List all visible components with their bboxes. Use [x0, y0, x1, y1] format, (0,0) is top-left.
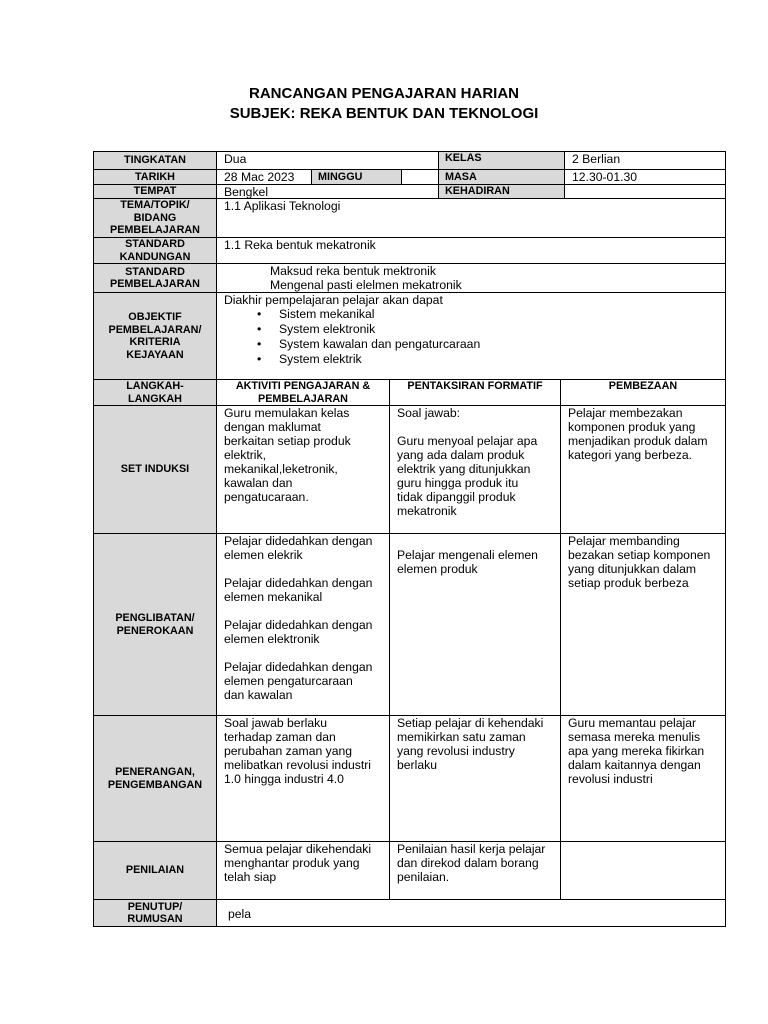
text-line: pengatucaraan.	[224, 490, 309, 504]
row-tempat	[94, 184, 725, 198]
text-line: guru hingga produk itu	[397, 476, 519, 490]
penutup-value: pela	[216, 900, 725, 926]
pembezaan-header: PEMBEZAAN	[560, 380, 725, 405]
text-line: bezakan setiap komponen	[568, 548, 711, 562]
set-induksi-pembezaan	[560, 406, 725, 533]
pentaksiran-header: PENTAKSIRAN FORMATIF	[389, 380, 560, 405]
objektif-intro: Diakhir pempelajaran pelajar akan dapat	[224, 293, 443, 307]
text-line: Pelajar didedahkan dengan	[224, 576, 373, 590]
objektif-item: • System elektronik	[279, 322, 725, 337]
kehadiran-value	[564, 185, 725, 198]
text-line: Pelajar membanding	[568, 534, 680, 548]
text-line: mekatronik	[397, 504, 457, 518]
text-line: elektrik,	[224, 448, 266, 462]
text-line: elemen elekrik	[224, 548, 303, 562]
row-standard-pembelajaran	[94, 263, 725, 292]
tingkatan-label: TINGKATAN	[94, 152, 216, 169]
standard-kandungan-value: 1.1 Reka bentuk mekatronik	[216, 238, 725, 263]
text-line: Soal jawab:	[397, 406, 461, 420]
text-line: telah siap	[224, 870, 277, 884]
text-line: penilaian.	[397, 870, 450, 884]
row-penutup	[94, 899, 725, 926]
minggu-label: MINGGU	[311, 170, 401, 184]
text-line: menghantar produk yang	[224, 856, 360, 870]
tema-label	[94, 199, 216, 237]
text-line: dengan maklumat	[224, 420, 321, 434]
objektif-label-line: PEMBELAJARAN/	[108, 323, 202, 336]
text-line: perubahan zaman yang	[224, 744, 353, 758]
text-line: terhadap zaman dan	[224, 730, 336, 744]
text-line: Pelajar didedahkan dengan	[224, 660, 373, 674]
step-row-penerangan	[94, 715, 725, 841]
penerangan-aktiviti	[216, 716, 389, 841]
text-line: berlaku	[397, 758, 437, 772]
text-line: elemen mekanikal	[224, 590, 323, 604]
text-line: setiap produk berbeza	[568, 576, 689, 590]
text-line: dan kawalan	[224, 688, 293, 702]
penilaian-aktiviti	[216, 842, 389, 899]
penglibatan-label-line: PENGLIBATAN/	[115, 612, 195, 624]
sk-label-line: STANDARD	[125, 238, 185, 250]
tema-value: 1.1 Aplikasi Teknologi	[216, 199, 725, 237]
penerangan-label-line: PENGEMBANGAN	[107, 778, 203, 791]
text-block	[224, 534, 389, 562]
text-line: apa yang mereka fikirkan	[568, 744, 705, 758]
text-block	[224, 618, 389, 646]
text-block	[397, 434, 560, 518]
objektif-value	[216, 293, 725, 379]
penutup-label-line: RUMUSAN	[127, 913, 183, 925]
penerangan-pembezaan	[560, 716, 725, 841]
penerangan-pentaksiran	[389, 716, 560, 841]
row-objektif	[94, 292, 725, 379]
masa-label: MASA	[438, 170, 564, 184]
step-row-penilaian	[94, 841, 725, 899]
objektif-label-line: KEJAYAAN	[126, 348, 184, 361]
tema-label-line: BIDANG	[133, 211, 177, 224]
text-line: Guru memulakan kelas	[224, 406, 350, 420]
penutup-label-line: PENUTUP/	[127, 900, 183, 913]
penilaian-pentaksiran	[389, 842, 560, 899]
standard-pembelajaran-label	[94, 264, 216, 292]
sp-label-line: STANDARD	[125, 265, 185, 278]
text-block	[224, 660, 389, 702]
text-line: yang revolusi industry	[397, 744, 515, 758]
tempat-label: TEMPAT	[94, 185, 216, 198]
text-block	[224, 576, 389, 604]
set-induksi-aktiviti	[216, 406, 389, 533]
objektif-list	[224, 307, 725, 367]
sp-label-line: PEMBELAJARAN	[110, 278, 200, 290]
standard-kandungan-label	[94, 238, 216, 263]
text-line: melibatkan revolusi industri	[224, 758, 371, 772]
text-line: 1.0 hingga industri 4.0	[224, 772, 344, 786]
text-line: semasa mereka menulis	[568, 730, 701, 744]
step-row-penglibatan	[94, 533, 725, 715]
text-line: Soal jawab berlaku	[224, 716, 327, 730]
penglibatan-aktiviti	[216, 534, 389, 715]
kelas-value: 2 Berlian	[564, 152, 725, 169]
langkah-header-line: LANGKAH	[128, 392, 182, 405]
text-line: tidak dipanggil produk	[397, 490, 516, 504]
text-line: Penilaian hasil kerja pelajar	[397, 842, 546, 856]
text-line: Pelajar membezakan	[568, 406, 683, 420]
penilaian-pembezaan	[560, 842, 725, 899]
text-line: Setiap pelajar di kehendaki	[397, 716, 544, 730]
tema-label-line: PEMBELAJARAN	[110, 224, 200, 237]
text-line: Pelajar didedahkan dengan	[224, 618, 373, 632]
text-line: elektrik yang ditunjukkan	[397, 462, 531, 476]
row-standard-kandungan	[94, 237, 725, 263]
text-line: kategori yang berbeza.	[568, 448, 692, 462]
aktiviti-header	[216, 380, 389, 405]
penglibatan-label	[94, 534, 216, 715]
text-line: elemen pengaturcaraan	[224, 674, 353, 688]
row-tarikh	[94, 169, 725, 184]
sk-label-line: KANDUNGAN	[119, 250, 191, 263]
objektif-item: • Sistem mekanikal	[279, 307, 725, 322]
text-line: Semua pelajar dikehendaki	[224, 842, 372, 856]
tarikh-label: TARIKH	[94, 170, 216, 184]
text-line: dalam kaitannya dengan	[568, 758, 701, 772]
penerangan-label-line: PENERANGAN,	[115, 766, 195, 778]
tingkatan-value: Dua	[216, 152, 438, 169]
text-line: elemen elektronik	[224, 632, 320, 646]
kelas-label: KELAS	[438, 152, 564, 169]
penerangan-label	[94, 716, 216, 841]
langkah-header	[94, 380, 216, 405]
sp-line: Maksud reka bentuk mektronik	[270, 264, 436, 278]
penglibatan-pentaksiran	[389, 534, 560, 715]
page-subtitle: SUBJEK: REKA BENTUK DAN TEKNOLOGI	[229, 105, 539, 122]
aktiviti-header-line: PEMBELAJARAN	[258, 392, 348, 405]
tarikh-value: 28 Mac 2023	[216, 170, 311, 184]
objektif-item: • System kawalan dan pengaturcaraan	[279, 337, 725, 352]
text-line: yang ditunjukkan dalam	[568, 562, 697, 576]
masa-value: 12.30-01.30	[564, 170, 725, 184]
objektif-label	[94, 293, 216, 379]
text-line: Guru menyoal pelajar apa	[397, 434, 538, 448]
aktiviti-header-line: AKTIVITI PENGAJARAN &	[235, 380, 371, 392]
text-line: kawalan dan	[224, 476, 293, 490]
steps-header-row	[94, 379, 725, 405]
page-title: RANCANGAN PENGAJARAN HARIAN	[248, 85, 519, 102]
penglibatan-label-line: PENEROKAAN	[116, 624, 194, 637]
penglibatan-pembezaan	[560, 534, 725, 715]
text-line: mekanikal,leketronik,	[224, 462, 338, 476]
objektif-item: • System elektrik	[279, 352, 725, 367]
tema-label-line: TEMA/TOPIK/	[120, 199, 190, 212]
minggu-value	[401, 170, 438, 184]
text-line: berkaitan setiap produk	[224, 434, 351, 448]
sp-line: Mengenal pasti elelmen mekatronik	[270, 278, 462, 292]
kehadiran-label: KEHADIRAN	[438, 185, 564, 198]
objektif-label-line: OBJEKTIF	[128, 311, 182, 323]
penilaian-label: PENILAIAN	[94, 842, 216, 899]
text-line: elemen produk	[397, 562, 478, 576]
row-tingkatan	[94, 152, 725, 169]
text-line: komponen produk yang	[568, 420, 696, 434]
step-row-set-induksi	[94, 405, 725, 533]
penutup-label	[94, 900, 216, 926]
row-tema	[94, 198, 725, 237]
tempat-value: Bengkel	[216, 185, 438, 198]
text-line: memikirkan satu zaman	[397, 730, 526, 744]
text-line: revolusi industri	[568, 772, 653, 786]
lesson-plan-table	[93, 151, 726, 927]
text-line: yang ada dalam produk	[397, 448, 525, 462]
text-line: menjadikan produk dalam	[568, 434, 708, 448]
objektif-label-line: KRITERIA	[129, 336, 181, 348]
text-line: Pelajar didedahkan dengan	[224, 534, 373, 548]
text-line: Pelajar mengenali elemen	[397, 548, 538, 562]
text-line: dan direkod dalam borang	[397, 856, 539, 870]
langkah-header-line: LANGKAH-	[126, 380, 184, 392]
standard-pembelajaran-value	[216, 264, 725, 292]
set-induksi-pentaksiran	[389, 406, 560, 533]
text-line: Guru memantau pelajar	[568, 716, 697, 730]
set-induksi-label: SET INDUKSI	[94, 406, 216, 533]
